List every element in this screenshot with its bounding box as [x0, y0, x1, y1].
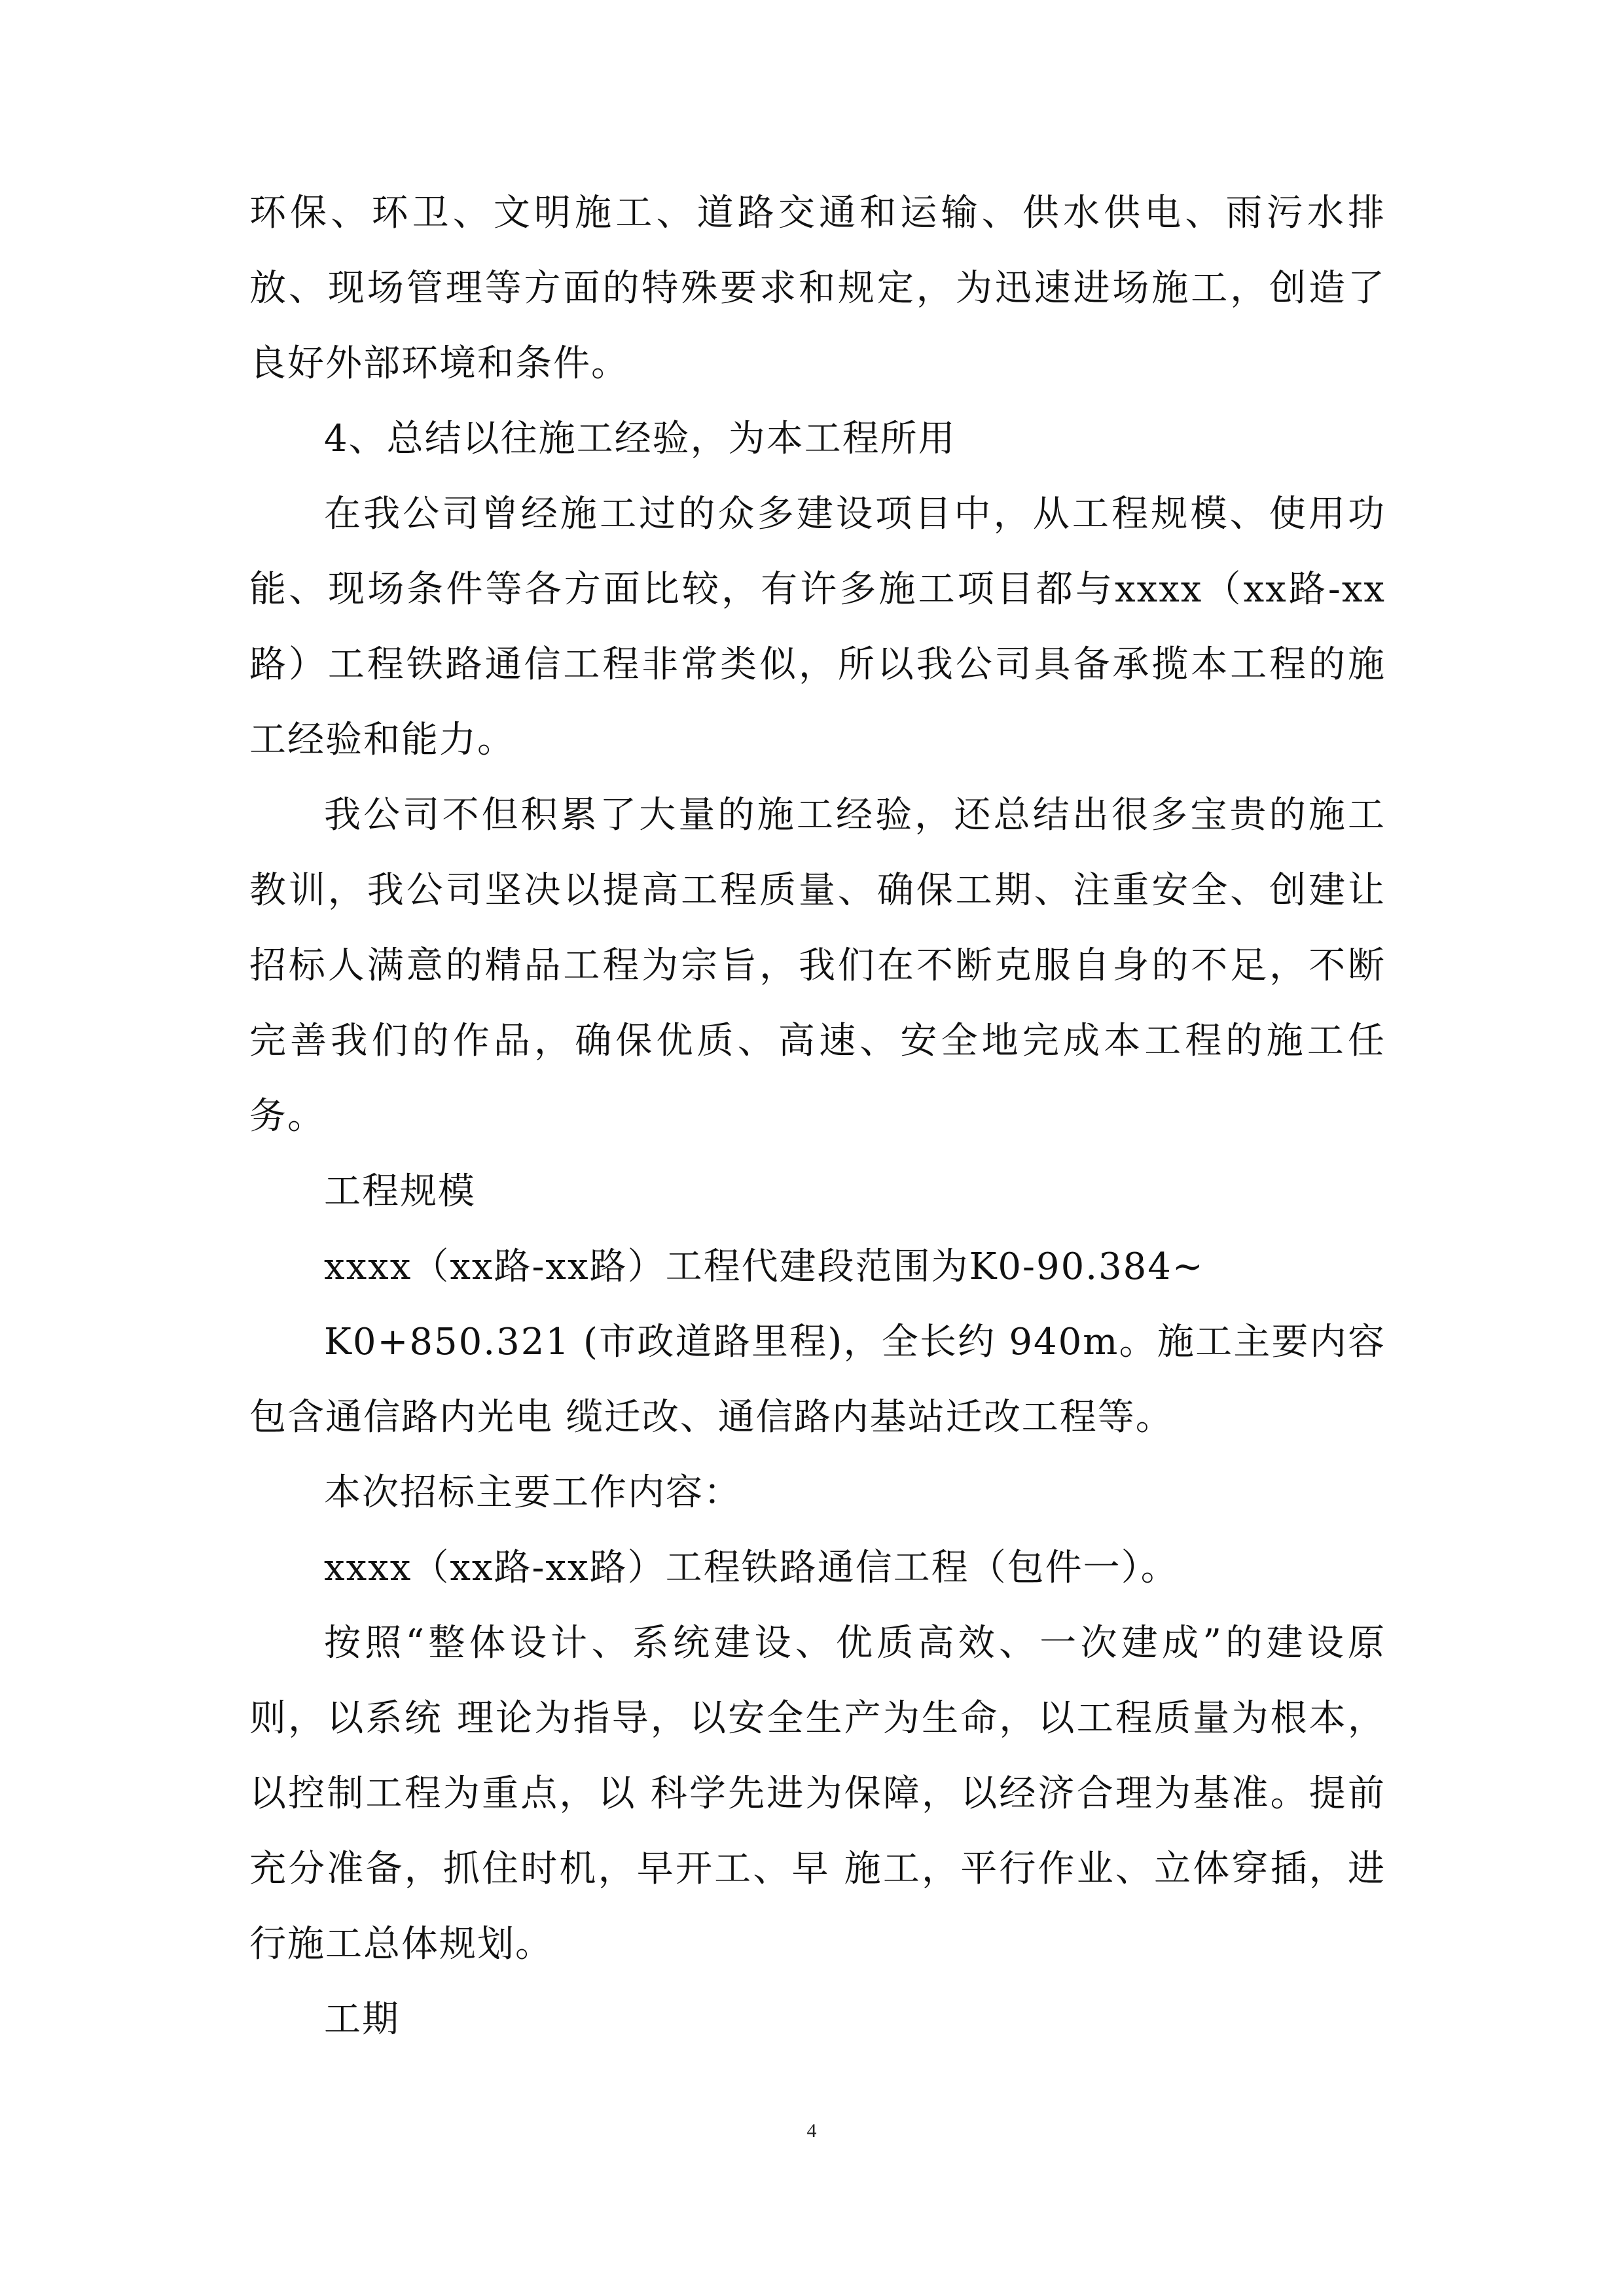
- section-heading-experience: 4、总结以往施工经验，为本工程所用: [324, 418, 956, 460]
- section-heading-schedule: 工期: [324, 1998, 400, 2041]
- page-number: 4: [806, 2120, 817, 2142]
- paragraph-bid-package: xxxx（xx路-xx路）工程铁路通信工程（包件一）。: [324, 1547, 1179, 1589]
- paragraph-environment: 环保、环卫、文明施工、道路交通和运输、供水供电、雨污水排放、现场管理等方面的特殊要求和规定，为迅速进场施工，创造了良好外部环境和条件。: [249, 192, 1386, 385]
- section-heading-bid-work: 本次招标主要工作内容：: [324, 1471, 742, 1514]
- document-body: [249, 175, 1386, 2057]
- paragraph-similar-projects: 在我公司曾经施工过的众多建设项目中，从工程规模、使用功能、现场条件等各方面比较，有许多施工项目都与xxxx（xx路-xx路）工程铁路通信工程非常类似，所以我公司具备承揽本工程的施工经验和能力。: [249, 493, 1386, 761]
- paragraph-lessons-quality: 我公司不但积累了大量的施工经验，还总结出很多宝贵的施工教训，我公司坚决以提高工程质量、确保工期、注重安全、创建让招标人满意的精品工程为宗旨，我们在不断克服自身的不足，不断完善我们的作品，确保优质、高速、安全地完成本工程的施工任务。: [249, 794, 1386, 1138]
- section-heading-project-scale: 工程规模: [324, 1170, 476, 1213]
- paragraph-scope-range: xxxx（xx路-xx路）工程代建段范围为K0-90.384~: [324, 1246, 1204, 1288]
- paragraph-scope-content: K0+850.321 (市政道路里程)，全长约 940m。施工主要内容包含通信路内光电 缆迁改、通信路内基站迁改工程等。: [249, 1321, 1386, 1439]
- paragraph-construction-principles: 按照“整体设计、系统建设、优质高效、一次建成”的建设原则，以系统 理论为指导，以安全生产为生命，以工程质量为根本，以控制工程为重点，以 科学先进为保障，以经济合理为基准。提前充分准备，抓住时机，早开工、早 施工，平行作业、立体穿插，进行施工总体规划。: [249, 1622, 1386, 1965]
